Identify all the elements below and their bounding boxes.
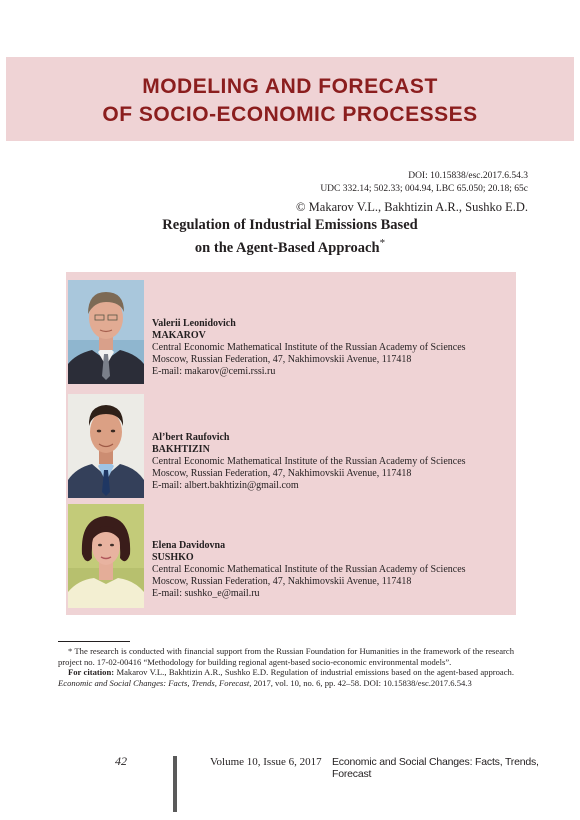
author-email[interactable]: E-mail: makarov@cemi.rssi.ru [152,366,276,377]
issue-label: Volume 10, Issue 6, 2017 [210,756,322,768]
author-photo [68,280,144,384]
udc: UDC 332.14; 502.33; 004.94, LBC 65.050; 20.18; 65c [320,184,528,194]
author-address: Moscow, Russian Federation, 47, Nakhimovskii Avenue, 117418 [152,576,412,587]
footnote-mark[interactable]: * [379,237,386,249]
citation-text-b: , 2017, vol. 10, no. 6, pp. 42–58. DOI: 10.15838/esc.2017.6.54.3 [249,677,472,688]
author-affiliation: Central Economic Mathematical Institute of the Russian Academy of Sciences [152,564,466,575]
article-title-line-1: Regulation of Industrial Emissions Based [162,217,418,233]
author-address: Moscow, Russian Federation, 47, Nakhimovskii Avenue, 117418 [152,468,412,479]
author-card [66,394,516,506]
citation-text-a: Makarov V.L., Bakhtizin A.R., Sushko E.D. Regulation of industrial emissions based on the agent-based approach. [114,667,514,677]
section-title-line-1: MODELING AND FORECAST [142,75,438,98]
section-title-line-2: OF SOCIO-ECONOMIC PROCESSES [102,103,478,126]
author-last-name: MAKAROV [152,330,206,341]
author-card [66,280,516,392]
author-info [152,318,466,378]
author-first-name: Al’bert Raufovich [152,432,230,443]
author-address: Moscow, Russian Federation, 47, Nakhimovskii Avenue, 117418 [152,354,412,365]
author-info [152,432,466,492]
author-last-name: BAKHTIZIN [152,444,210,455]
footer-divider-bar [173,756,177,812]
author-affiliation: Central Economic Mathematical Institute of the Russian Academy of Sciences [152,342,466,353]
author-first-name: Valerii Leonidovich [152,318,236,329]
article-title [0,216,580,257]
author-last-name: SUSHKO [152,552,194,563]
author-info [152,540,466,600]
footnotes [58,646,514,688]
footnote-divider [58,641,130,642]
author-first-name: Elena Davidovna [152,540,226,551]
article-title-line-2: on the Agent-Based Approach [194,239,380,256]
doi[interactable]: DOI: 10.15838/esc.2017.6.54.3 [408,171,528,181]
copyright: © Makarov V.L., Bakhtizin A.R., Sushko E.D. [296,200,528,214]
citation-label: For citation: [68,667,115,677]
article-meta [296,170,528,215]
citation-note [58,667,514,688]
author-card [66,504,516,616]
page-number: 42 [115,754,127,768]
journal-name: Economic and Social Changes: Facts, Trends, Forecast [332,756,539,780]
section-banner [6,57,574,141]
author-email[interactable]: E-mail: sushko_e@mail.ru [152,588,260,599]
author-email[interactable]: E-mail: albert.bakhtizin@gmail.com [152,480,299,491]
author-photo [68,504,144,608]
citation-journal: Economic and Social Changes: Facts, Trends, Forecast [58,677,250,688]
author-affiliation: Central Economic Mathematical Institute of the Russian Academy of Sciences [152,456,466,467]
author-photo [68,394,144,498]
funding-note: * The research is conducted with financial support from the Russian Foundation for Humanities in the framework of the research project no. 17-02-00416 “Methodology for building regional agent-based socio-economic environmental models”. [58,646,514,667]
authors-panel [66,272,516,615]
